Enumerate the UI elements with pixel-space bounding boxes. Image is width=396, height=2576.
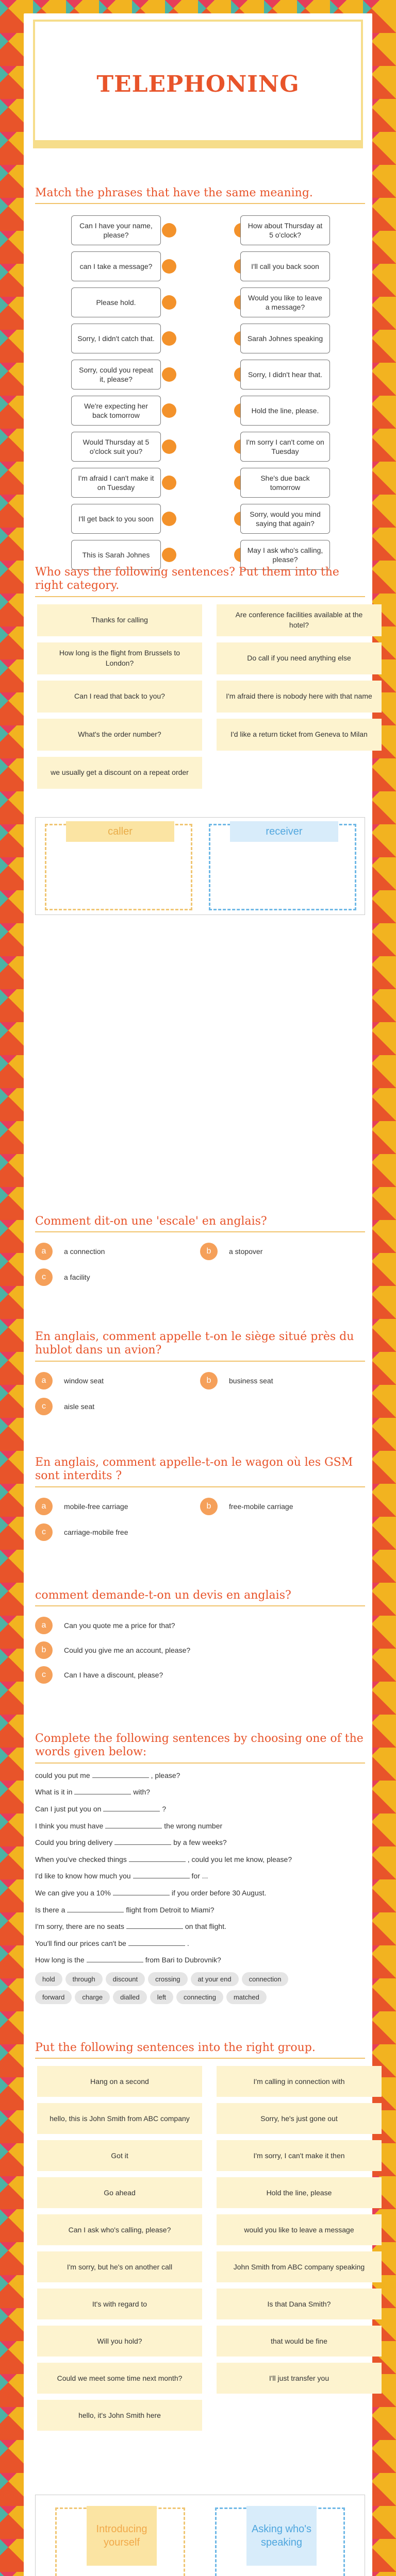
word-chip[interactable]: at your end [191, 1972, 239, 1986]
draggable-card[interactable]: we usually get a discount on a repeat order [37, 757, 202, 789]
option-c[interactable] [35, 1523, 200, 1541]
connector-dot[interactable] [162, 439, 176, 454]
sentence-start: Is there a [35, 1905, 65, 1914]
connector-dot[interactable] [162, 295, 176, 310]
option-letter: b [200, 1372, 218, 1389]
mobile-carriage-title: En anglais, comment appelle-t-on le wagon où les GSM sont interdits ? [35, 1456, 365, 1487]
draggable-card[interactable]: Go ahead [37, 2177, 202, 2208]
fill-sentence [35, 1804, 365, 1815]
option-letter: b [200, 1498, 218, 1515]
sentence-end: on that flight. [185, 1922, 226, 1931]
grouping-section [35, 2041, 365, 2548]
word-chip[interactable]: hold [35, 1972, 62, 1986]
word-chip[interactable]: connection [242, 1972, 289, 1986]
option-a[interactable] [35, 1372, 200, 1389]
match-left-item[interactable]: This is Sarah Johnes [71, 540, 161, 570]
sentence-end: . [187, 1939, 189, 1947]
connector-dot[interactable] [162, 367, 176, 382]
sentence-end: by a few weeks? [173, 1838, 227, 1847]
fill-sentence [35, 1955, 365, 1965]
title-banner [33, 20, 363, 148]
grouping-drop-area [35, 2495, 365, 2576]
match-right-item[interactable]: Sarah Johnes speaking [240, 324, 330, 353]
word-chip[interactable]: through [65, 1972, 103, 1986]
option-text: mobile-free carriage [64, 1502, 128, 1511]
option-text: a stopover [229, 1247, 263, 1256]
option-b[interactable] [200, 1498, 355, 1515]
bin-caller[interactable] [45, 824, 192, 910]
window-seat-title: En anglais, comment appelle t-on le siège situé près du hublot dans un avion? [35, 1330, 365, 1362]
draggable-card[interactable]: Are conference facilities available at the hotel? [217, 604, 382, 636]
option-a[interactable] [35, 1243, 200, 1260]
fill-blanks-title: Complete the following sentences by choosing one of the words given below: [35, 1732, 365, 1764]
option-text: Can I have a discount, please? [64, 1671, 163, 1680]
escale-question [35, 1215, 365, 1286]
option-text: carriage-mobile free [64, 1528, 128, 1536]
draggable-card[interactable]: Can I ask who's calling, please? [37, 2214, 202, 2245]
match-row [35, 396, 365, 432]
match-row [35, 432, 365, 468]
sentence-end: if you order before 30 August. [171, 1888, 267, 1897]
match-left-item[interactable]: Would Thursday at 5 o'clock suit you? [71, 432, 161, 462]
blank-input[interactable] [105, 1821, 162, 1828]
draggable-card[interactable]: What's the order number? [37, 719, 202, 751]
blank-input[interactable] [128, 1939, 185, 1946]
group-drop-zone[interactable] [215, 2507, 345, 2576]
match-left-item[interactable]: Please hold. [71, 287, 161, 317]
word-chip[interactable]: matched [226, 1990, 267, 2004]
sentence-start: We can give you a 10% [35, 1888, 111, 1897]
match-left-item[interactable]: We're expecting her back tomorrow [71, 396, 161, 426]
option-letter: b [35, 1641, 53, 1659]
draggable-card[interactable]: John Smith from ABC company speaking [217, 2251, 382, 2282]
matching-title: Match the phrases that have the same meaning. [35, 187, 365, 204]
word-chip[interactable]: connecting [176, 1990, 223, 2004]
blank-input[interactable] [67, 1905, 124, 1912]
draggable-card[interactable]: Hold the line, please [217, 2177, 382, 2208]
group-drop-zone[interactable] [55, 2507, 185, 2576]
match-left-item[interactable]: can I take a message? [71, 251, 161, 281]
option-b[interactable] [200, 1372, 355, 1389]
fill-sentence [35, 1939, 365, 1949]
bin-receiver-label: receiver [230, 821, 338, 842]
option-text: Can you quote me a price for that? [64, 1621, 175, 1630]
window-seat-question [35, 1330, 365, 1415]
connector-dot[interactable] [162, 259, 176, 274]
option-letter: a [35, 1498, 53, 1515]
fill-blanks-section [35, 1732, 365, 2004]
group-label: Introducing yourself [87, 2506, 157, 2566]
sentence-end: from Bari to Dubrovnik? [145, 1956, 221, 1964]
sentence-start: You'll find our prices can't be [35, 1939, 126, 1947]
blank-input[interactable] [114, 1838, 171, 1845]
connector-dot[interactable] [162, 223, 176, 238]
connector-dot[interactable] [162, 512, 176, 526]
fill-sentence [35, 1855, 365, 1865]
blank-input[interactable] [87, 1955, 143, 1962]
option-text: free-mobile carriage [229, 1502, 293, 1511]
category-drop-area [35, 817, 365, 915]
draggable-card[interactable]: hello, it's John Smith here [37, 2400, 202, 2431]
option-b[interactable] [35, 1641, 365, 1659]
option-letter: c [35, 1666, 53, 1684]
draggable-card[interactable]: I'm sorry, but he's on another call [37, 2251, 202, 2282]
match-row [35, 360, 365, 396]
option-text: Could you give me an account, please? [64, 1646, 191, 1655]
draggable-card[interactable]: I'll just transfer you [217, 2363, 382, 2394]
option-c[interactable] [35, 1398, 200, 1415]
option-text: aisle seat [64, 1402, 95, 1411]
bin-caller-label: caller [66, 821, 174, 842]
match-right-item[interactable]: Sorry, I didn't hear that. [240, 360, 330, 389]
match-row [35, 468, 365, 504]
sentence-start: Can I just put you on [35, 1804, 102, 1813]
sentence-end: for ... [191, 1872, 208, 1880]
category-title: Who says the following sentences? Put them into the right category. [35, 566, 365, 597]
option-text: business seat [229, 1376, 273, 1385]
fill-sentence [35, 1871, 365, 1882]
option-a[interactable] [35, 1498, 200, 1515]
match-right-item[interactable]: Hold the line, please. [240, 396, 330, 426]
fill-sentence [35, 1771, 365, 1781]
fill-sentence [35, 1905, 365, 1916]
blank-input[interactable] [126, 1922, 183, 1929]
draggable-card[interactable]: How long is the flight from Brussels to London? [37, 642, 202, 674]
sentence-start: I think you must have [35, 1821, 104, 1830]
category-section [35, 566, 372, 837]
word-chip[interactable]: dialled [113, 1990, 147, 2004]
page-title: TELEPHONING [96, 71, 300, 97]
sentence-end: , could you let me know, please? [187, 1855, 292, 1863]
word-chip[interactable]: charge [75, 1990, 110, 2004]
option-letter: a [35, 1372, 53, 1389]
blank-input[interactable] [133, 1871, 190, 1878]
match-left-item[interactable]: Sorry, could you repeat it, please? [71, 360, 161, 389]
sentence-end: flight from Detroit to Miami? [126, 1905, 214, 1914]
option-c[interactable] [35, 1666, 365, 1684]
mobile-carriage-question [35, 1456, 365, 1541]
sentence-end: , please? [151, 1771, 180, 1780]
word-chip[interactable]: left [150, 1990, 173, 2004]
connector-dot[interactable] [162, 476, 176, 490]
match-right-item[interactable]: She's due back tomorrow [240, 468, 330, 498]
match-left-item[interactable]: Sorry, I didn't catch that. [71, 324, 161, 353]
blank-input[interactable] [113, 1888, 170, 1895]
draggable-card[interactable]: I'm calling in connection with [217, 2066, 382, 2097]
match-right-item[interactable]: Sorry, would you mind saying that again? [240, 504, 330, 534]
match-left-item[interactable]: Can I have your name, please? [71, 215, 161, 245]
option-c[interactable] [35, 1268, 200, 1286]
grouping-title: Put the following sentences into the right group. [35, 2041, 365, 2059]
fill-sentence [35, 1787, 365, 1798]
fill-sentence [35, 1821, 365, 1832]
draggable-card[interactable]: I'm afraid there is nobody here with that name [217, 681, 382, 713]
draggable-card[interactable]: It's with regard to [37, 2289, 202, 2319]
option-letter: c [35, 1268, 53, 1286]
blank-input[interactable] [74, 1787, 131, 1794]
word-chip[interactable]: discount [106, 1972, 145, 1986]
match-right-item[interactable]: How about Thursday at 5 o'clock? [240, 215, 330, 245]
draggable-card[interactable]: Is that Dana Smith? [217, 2289, 382, 2319]
fill-sentence [35, 1838, 365, 1848]
draggable-card[interactable]: I'm sorry, I can't make it then [217, 2140, 382, 2171]
option-letter: a [35, 1617, 53, 1634]
option-b[interactable] [200, 1243, 355, 1260]
fill-sentence [35, 1922, 365, 1932]
quote-question [35, 1589, 365, 1684]
blank-input[interactable] [92, 1771, 149, 1778]
sentence-end: with? [133, 1788, 151, 1797]
draggable-card[interactable]: Do call if you need anything else [217, 642, 382, 674]
worksheet [24, 13, 372, 2576]
draggable-card[interactable]: Can I read that back to you? [37, 681, 202, 713]
connector-dot[interactable] [162, 403, 176, 418]
draggable-card[interactable]: Will you hold? [37, 2326, 202, 2357]
option-letter: b [200, 1243, 218, 1260]
match-right-item[interactable]: May I ask who's calling, please? [240, 540, 330, 570]
sentence-end: ? [162, 1804, 167, 1813]
draggable-card[interactable]: Hang on a second [37, 2066, 202, 2097]
sentence-start: could you put me [35, 1771, 90, 1780]
draggable-card[interactable]: that would be fine [217, 2326, 382, 2357]
option-letter: c [35, 1398, 53, 1415]
draggable-card[interactable]: Sorry, he's just gone out [217, 2103, 382, 2134]
option-a[interactable] [35, 1617, 365, 1634]
matching-section [35, 187, 365, 576]
match-row [35, 251, 365, 287]
match-right-item[interactable]: I'll call you back soon [240, 251, 330, 281]
draggable-card[interactable]: hello, this is John Smith from ABC company [37, 2103, 202, 2134]
group-label: Asking who's speaking [246, 2506, 317, 2566]
match-row [35, 504, 365, 540]
word-chip[interactable]: forward [35, 1990, 72, 2004]
option-text: a connection [64, 1247, 105, 1256]
option-text: a facility [64, 1273, 90, 1282]
option-letter: c [35, 1523, 53, 1541]
sentence-start: I'm sorry, there are no seats [35, 1922, 124, 1931]
match-right-item[interactable]: I'm sorry I can't come on Tuesday [240, 432, 330, 462]
blank-input[interactable] [103, 1804, 160, 1811]
sentence-start: What is it in [35, 1788, 73, 1797]
sentence-end: the wrong number [164, 1821, 223, 1830]
sentence-start: I'd like to know how much you [35, 1872, 131, 1880]
quote-title: comment demande-t-on un devis en anglais? [35, 1589, 365, 1606]
match-right-item[interactable]: Would you like to leave a message? [240, 287, 330, 317]
draggable-card[interactable]: would you like to leave a message [217, 2214, 382, 2245]
sentence-start: Could you bring delivery [35, 1838, 113, 1847]
fill-sentence [35, 1888, 365, 1899]
bin-receiver[interactable] [209, 824, 356, 910]
word-bank [35, 1972, 314, 2004]
connector-dot[interactable] [162, 548, 176, 562]
sentence-start: When you've checked things [35, 1855, 127, 1863]
match-row [35, 287, 365, 324]
option-text: window seat [64, 1376, 104, 1385]
match-left-item[interactable]: I'm afraid I can't make it on Tuesday [71, 468, 161, 498]
word-chip[interactable]: crossing [148, 1972, 187, 1986]
escale-title: Comment dit-on une 'escale' en anglais? [35, 1215, 365, 1232]
sentence-start: How long is the [35, 1956, 85, 1964]
blank-input[interactable] [129, 1855, 186, 1862]
match-row [35, 215, 365, 251]
match-left-item[interactable]: I'll get back to you soon [71, 504, 161, 534]
draggable-card[interactable]: Thanks for calling [37, 604, 202, 636]
connector-dot[interactable] [162, 331, 176, 346]
draggable-card[interactable]: Could we meet some time next month? [37, 2363, 202, 2394]
draggable-card[interactable]: I'd like a return ticket from Geneva to Milan [217, 719, 382, 751]
draggable-card[interactable]: Got it [37, 2140, 202, 2171]
option-letter: a [35, 1243, 53, 1260]
match-row [35, 324, 365, 360]
